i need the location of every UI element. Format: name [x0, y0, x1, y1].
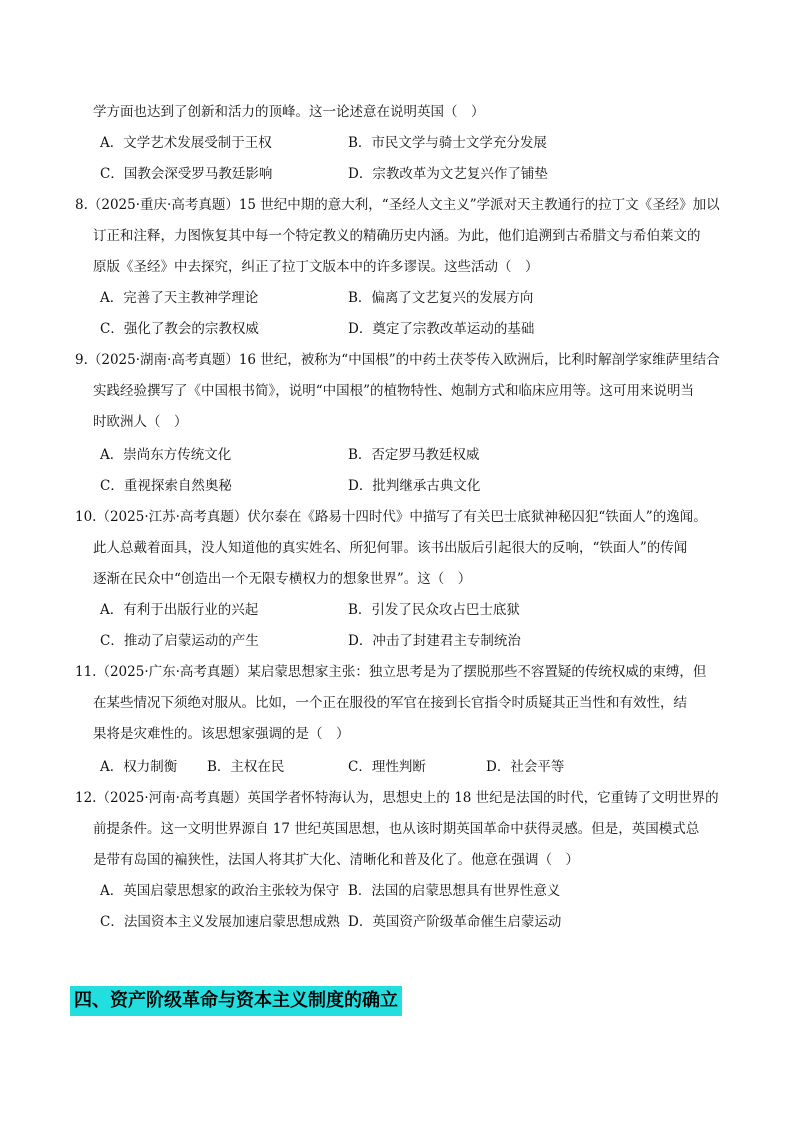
q10-option-c[interactable]: C．推动了启蒙运动的产生 [100, 633, 259, 649]
q9-option-d[interactable]: D．批判继承古典文化 [348, 478, 481, 494]
q11-option-d[interactable]: D．社会平等 [486, 759, 565, 775]
q12-option-a[interactable]: A．英国启蒙思想家的政治主张较为保守 [100, 883, 340, 899]
q9-option-c[interactable]: C．重视探索自然奥秘 [100, 478, 232, 494]
q10-stem-line-3: 逐渐在民众中“创造出一个无限专横权力的想象世界”。这（ ） [93, 571, 472, 587]
q12-option-d[interactable]: D．英国资产阶级革命催生启蒙运动 [348, 914, 562, 930]
q7-stem-tail: 学方面也达到了创新和活力的顶峰。这一论述意在说明英国（ ） [93, 104, 485, 120]
q11-stem-line-1: 11.（2025·广东·高考真题）某启蒙思想家主张：独立思考是为了摆脱那些不容置疑的传统权威的束缚，但 [75, 664, 707, 680]
q11-option-b[interactable]: B．主权在民 [207, 759, 285, 775]
q10-stem-line-2: 此人总戴着面具，没人知道他的真实姓名、所犯何罪。该书出版后引起很大的反响，“铁面人”的传闻 [93, 540, 688, 556]
q11-option-c[interactable]: C．理性判断 [348, 759, 426, 775]
q7-option-a[interactable]: A．文学艺术发展受制于王权 [100, 135, 272, 151]
q9-stem-line-3: 时欧洲人（ ） [93, 414, 188, 430]
q8-option-a[interactable]: A．完善了天主教神学理论 [100, 290, 259, 306]
q8-stem-line-1: 8.（2025·重庆·高考真题）15 世纪中期的意大利，“圣经人文主义”学派对天主教通行的拉丁文《圣经》加以 [75, 197, 720, 213]
q11-option-a[interactable]: A．权力制衡 [100, 759, 178, 775]
section-heading: 四、资产阶级革命与资本主义制度的确立 [70, 986, 402, 1016]
q8-option-b[interactable]: B．偏离了文艺复兴的发展方向 [348, 290, 534, 306]
q12-option-b[interactable]: B．法国的启蒙思想具有世界性意义 [348, 883, 561, 899]
q10-option-a[interactable]: A．有利于出版行业的兴起 [100, 602, 259, 618]
q12-stem-line-1: 12.（2025·河南·高考真题）英国学者怀特海认为，思想史上的 18 世纪是法国的时代，它重铸了文明世界的 [75, 790, 719, 806]
q9-stem-line-1: 9.（2025·湖南·高考真题）16 世纪，被称为“中国根”的中药土茯苓传入欧洲后，比利时解剖学家维萨里结合 [75, 352, 720, 368]
q7-option-b[interactable]: B．市民文学与骑士文学充分发展 [348, 135, 547, 151]
q8-option-c[interactable]: C．强化了教会的宗教权威 [100, 321, 259, 337]
q11-stem-line-2: 在某些情况下须绝对服从。比如，一个正在服役的军官在接到长官指令时质疑其正当性和有效性，结 [93, 695, 687, 711]
q11-stem-line-3: 果将是灾难性的。该思想家强调的是（ ） [93, 726, 350, 742]
q8-option-d[interactable]: D．奠定了宗教改革运动的基础 [348, 321, 535, 337]
q9-option-a[interactable]: A．崇尚东方传统文化 [100, 447, 232, 463]
q10-stem-line-1: 10.（2025·江苏·高考真题）伏尔泰在《路易十四时代》中描写了有关巴士底狱神秘囚犯“铁面人”的逸闻。 [75, 509, 707, 525]
q9-stem-line-2: 实践经验撰写了《中国根书简》，说明“中国根”的植物特性、炮制方式和临床应用等。这可用来说明当 [93, 383, 695, 399]
q12-stem-line-3: 是带有岛国的褊狭性，法国人将其扩大化、清晰化和普及化了。他意在强调（ ） [93, 852, 579, 868]
q7-option-c[interactable]: C．国教会深受罗马教廷影响 [100, 166, 273, 182]
q8-stem-line-2: 订正和注释，力图恢复其中每一个特定教义的精确历史内涵。为此，他们追溯到古希腊文与希伯莱文的 [93, 228, 701, 244]
q10-option-b[interactable]: B．引发了民众攻占巴士底狱 [348, 602, 520, 618]
q9-option-b[interactable]: B．否定罗马教廷权威 [348, 447, 480, 463]
q10-option-d[interactable]: D．冲击了封建君主专制统治 [348, 633, 521, 649]
q7-option-d[interactable]: D．宗教改革为文艺复兴作了铺垫 [348, 166, 548, 182]
q8-stem-line-3: 原版《圣经》中去探究，纠正了拉丁文版本中的许多谬误。这些活动（ ） [93, 259, 539, 275]
q12-option-c[interactable]: C．法国资本主义发展加速启蒙思想成熟 [100, 914, 340, 930]
q12-stem-line-2: 前提条件。这一文明世界源自 17 世纪英国思想，也从该时期英国革命中获得灵感。但是，英国模式总 [93, 821, 700, 837]
